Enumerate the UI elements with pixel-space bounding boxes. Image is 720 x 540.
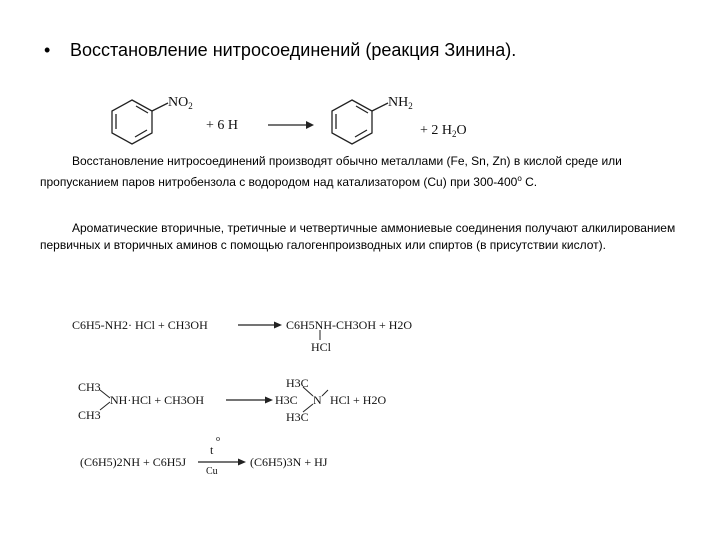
plus-water: + 2 $H_2O$	[420, 123, 467, 139]
reaction2-product-right: HCl + H2O	[330, 393, 387, 407]
reaction3-temperature: t	[210, 443, 214, 457]
reaction1-arrow	[238, 322, 282, 329]
plus-hydrogen: + 6 H	[206, 118, 239, 133]
reaction2-ch3-bottom: CH3	[78, 408, 101, 422]
reaction3-arrow	[198, 459, 246, 466]
reaction3-catalyst: Cu	[206, 466, 218, 477]
paragraph-reduction: Восстановление нитросоединений производят обычно металлами (Fe, Sn, Zn) в кислой среде или пропусканием паров нитробензола с водородом над катализатором (Cu) при 300-400$^o$ С.	[40, 154, 622, 189]
reaction3-degree: o	[216, 434, 220, 443]
reaction3-left: (C6H5)2NH + C6H5J	[80, 455, 187, 469]
bullet: •	[44, 40, 51, 60]
reaction2-arrow	[226, 397, 273, 404]
benzene-ring-1	[112, 100, 168, 144]
reaction1-left: C6H5-NH2· HCl + CH3OH	[72, 318, 208, 332]
reaction-arrow-main	[268, 121, 314, 129]
benzene-ring-2	[332, 100, 388, 144]
reaction2-product-top: H3C	[286, 376, 309, 390]
reaction3-right: (C6H5)3N + HJ	[250, 455, 328, 469]
title-text: Восстановление нитросоединений (реакция Зинина).	[70, 40, 517, 60]
reaction1-right: C6H5NH-CH3OH + H2O	[286, 318, 413, 332]
reaction2-product-bottom: H3C	[286, 410, 309, 424]
reaction2-product-n: N	[313, 393, 322, 407]
reaction2-left: NH·HCl + CH3OH	[110, 393, 205, 407]
reaction1-hcl: HCl	[311, 340, 332, 354]
paragraph-alkylation: Ароматические вторичные, третичные и четвертичные аммониевые соединения получают алкилированием первичных и вторичных аминов с помощью галогенпроизводных или спиртов (в присутствии кислот).	[40, 221, 676, 252]
reaction2-ch3-top: CH3	[78, 380, 101, 394]
no2-group: $NO_2$	[168, 95, 193, 111]
reaction2-product-mid: H3C	[275, 393, 298, 407]
nh2-group: $NH_2$	[388, 95, 413, 111]
